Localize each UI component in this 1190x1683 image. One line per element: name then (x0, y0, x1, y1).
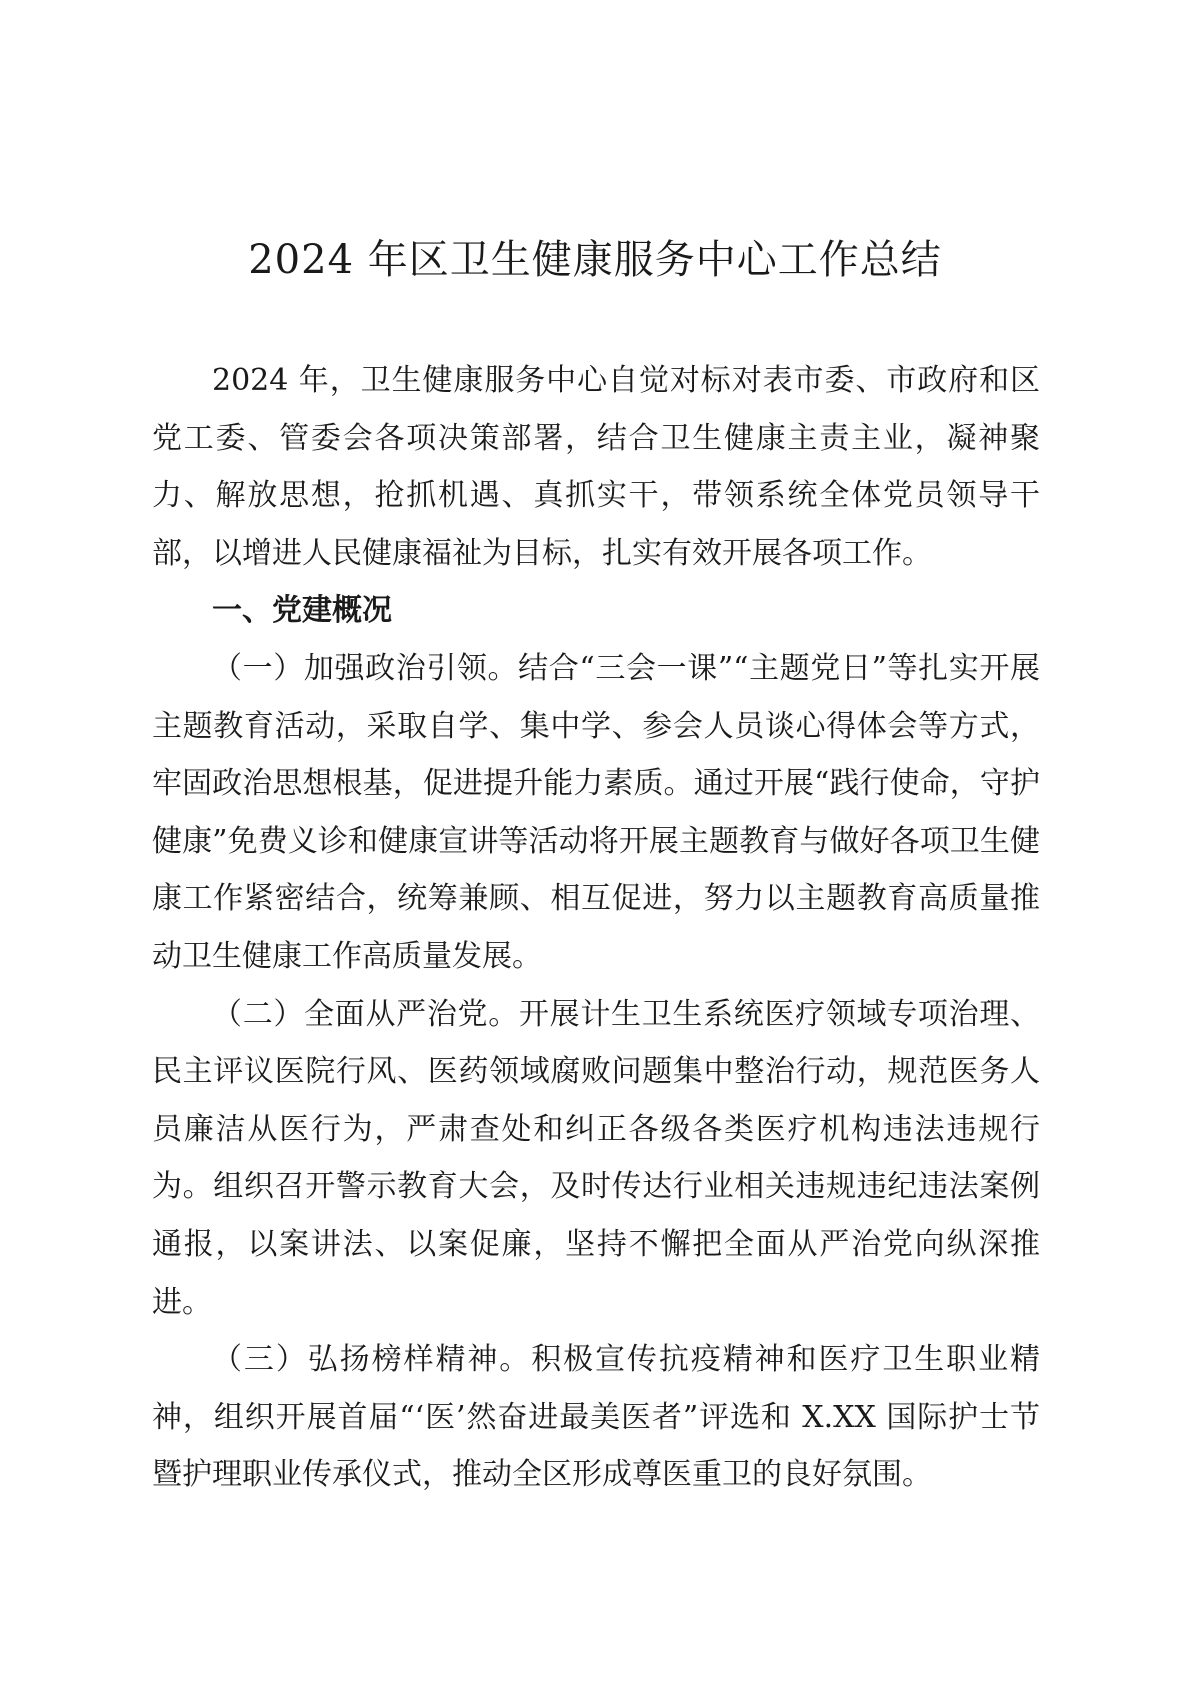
paragraph-text: 结合“三会一课”“主题党日”等扎实开展主题教育活动，采取自学、集中学、参会人员谈心得体会等方式，牢固政治思想根基，促进提升能力素质。通过开展“践行使命，守护健康”免费义诊和健康宣讲等活动将开展主题教育与做好各项卫生健康工作紧密结合，统筹兼顾、相互促进，努力以主题教育高质量推动卫生健康工作高质量发展。 (152, 650, 1040, 974)
paragraph-role-models (152, 1331, 1040, 1504)
document-title: 2024 年区卫生健康服务中心工作总结 (248, 237, 942, 283)
section-heading-party-building: 一、党建概况 (212, 593, 392, 629)
paragraph-political-guidance (152, 640, 1040, 986)
intro-paragraph: 2024 年，卫生健康服务中心自觉对标对表市委、市政府和区党工委、管委会各项决策部署，结合卫生健康主责主业，凝神聚力、解放思想，抢抓机遇、真抓实干，带领系统全体党员领导干部，以增进人民健康福祉为目标，扎实有效开展各项工作。 (152, 363, 1040, 571)
paragraph-strict-governance (152, 986, 1040, 1332)
paragraph-lead: （一）加强政治引领。 (212, 650, 519, 686)
paragraph-lead: （三）弘扬榜样精神。 (212, 1342, 532, 1378)
paragraph-text: 开展计生卫生系统医疗领域专项治理、民主评议医院行风、医药领域腐败问题集中整治行动，规范医务人员廉洁从医行为，严肃查处和纠正各级各类医疗机构违法违规行为。组织召开警示教育大会，及时传达行业相关违规违纪违法案例通报，以案讲法、以案促廉，坚持不懈把全面从严治党向纵深推进。 (152, 996, 1041, 1320)
paragraph-text: 积极宣传抗疫精神和医疗卫生职业精神，组织开展首届“‘医’然奋进最美医者”评选和 X.XX 国际护士节暨护理职业传承仪式，推动全区形成尊医重卫的良好氛围。 (152, 1342, 1041, 1493)
paragraph-lead: （二）全面从严治党。 (212, 996, 519, 1032)
document-body (152, 352, 1040, 1504)
